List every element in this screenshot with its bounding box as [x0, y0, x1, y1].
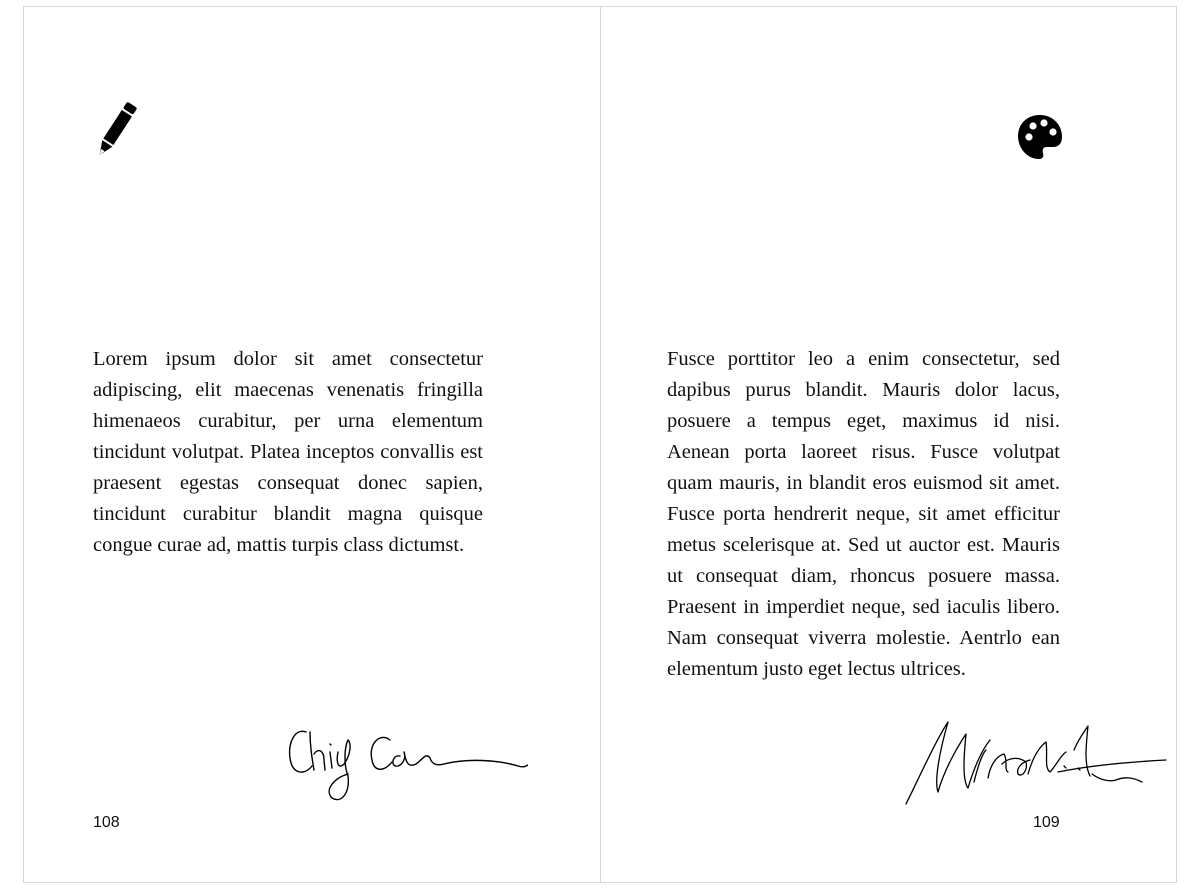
right-body-text: Fusce porttitor leo a enim consectetur, sed dapibus purus blandit. Mauris dolor lacus, posuere a tempus eget, maximus id nisi. Aenean porta laoreet risus. Fusce volutpat quam mauris, in blandit eros euismod sit amet. Fusce porta hendrerit neque, sit amet efficitur metus scelerisque at. Sed ut auctor est. Mauris ut consequat diam, rhoncus posuere massa. Praesent in imperdiet neque, sed iaculis libero. Nam consequat viverra molestie. Aentrlo ean elementum justo eget lectus ultrices. — [667, 348, 1060, 680]
pencil-icon — [92, 98, 140, 162]
left-body-text: Lorem ipsum dolor sit amet consectetur adipiscing, elit maecenas venenatis fringilla himenaeos curabitur, per urna elementum tincidunt volutpat. Platea inceptos convallis est praesent egestas consequat donec sapien, tincidunt curabitur blandit magna quisque congue curae ad, mattis turpis class dictumst. — [93, 348, 483, 556]
palette-icon — [1016, 113, 1064, 161]
page-number-right: 109 — [1033, 814, 1060, 831]
page-number-left: 108 — [93, 814, 120, 831]
signature-right — [878, 710, 1168, 810]
signature-left — [268, 718, 528, 808]
